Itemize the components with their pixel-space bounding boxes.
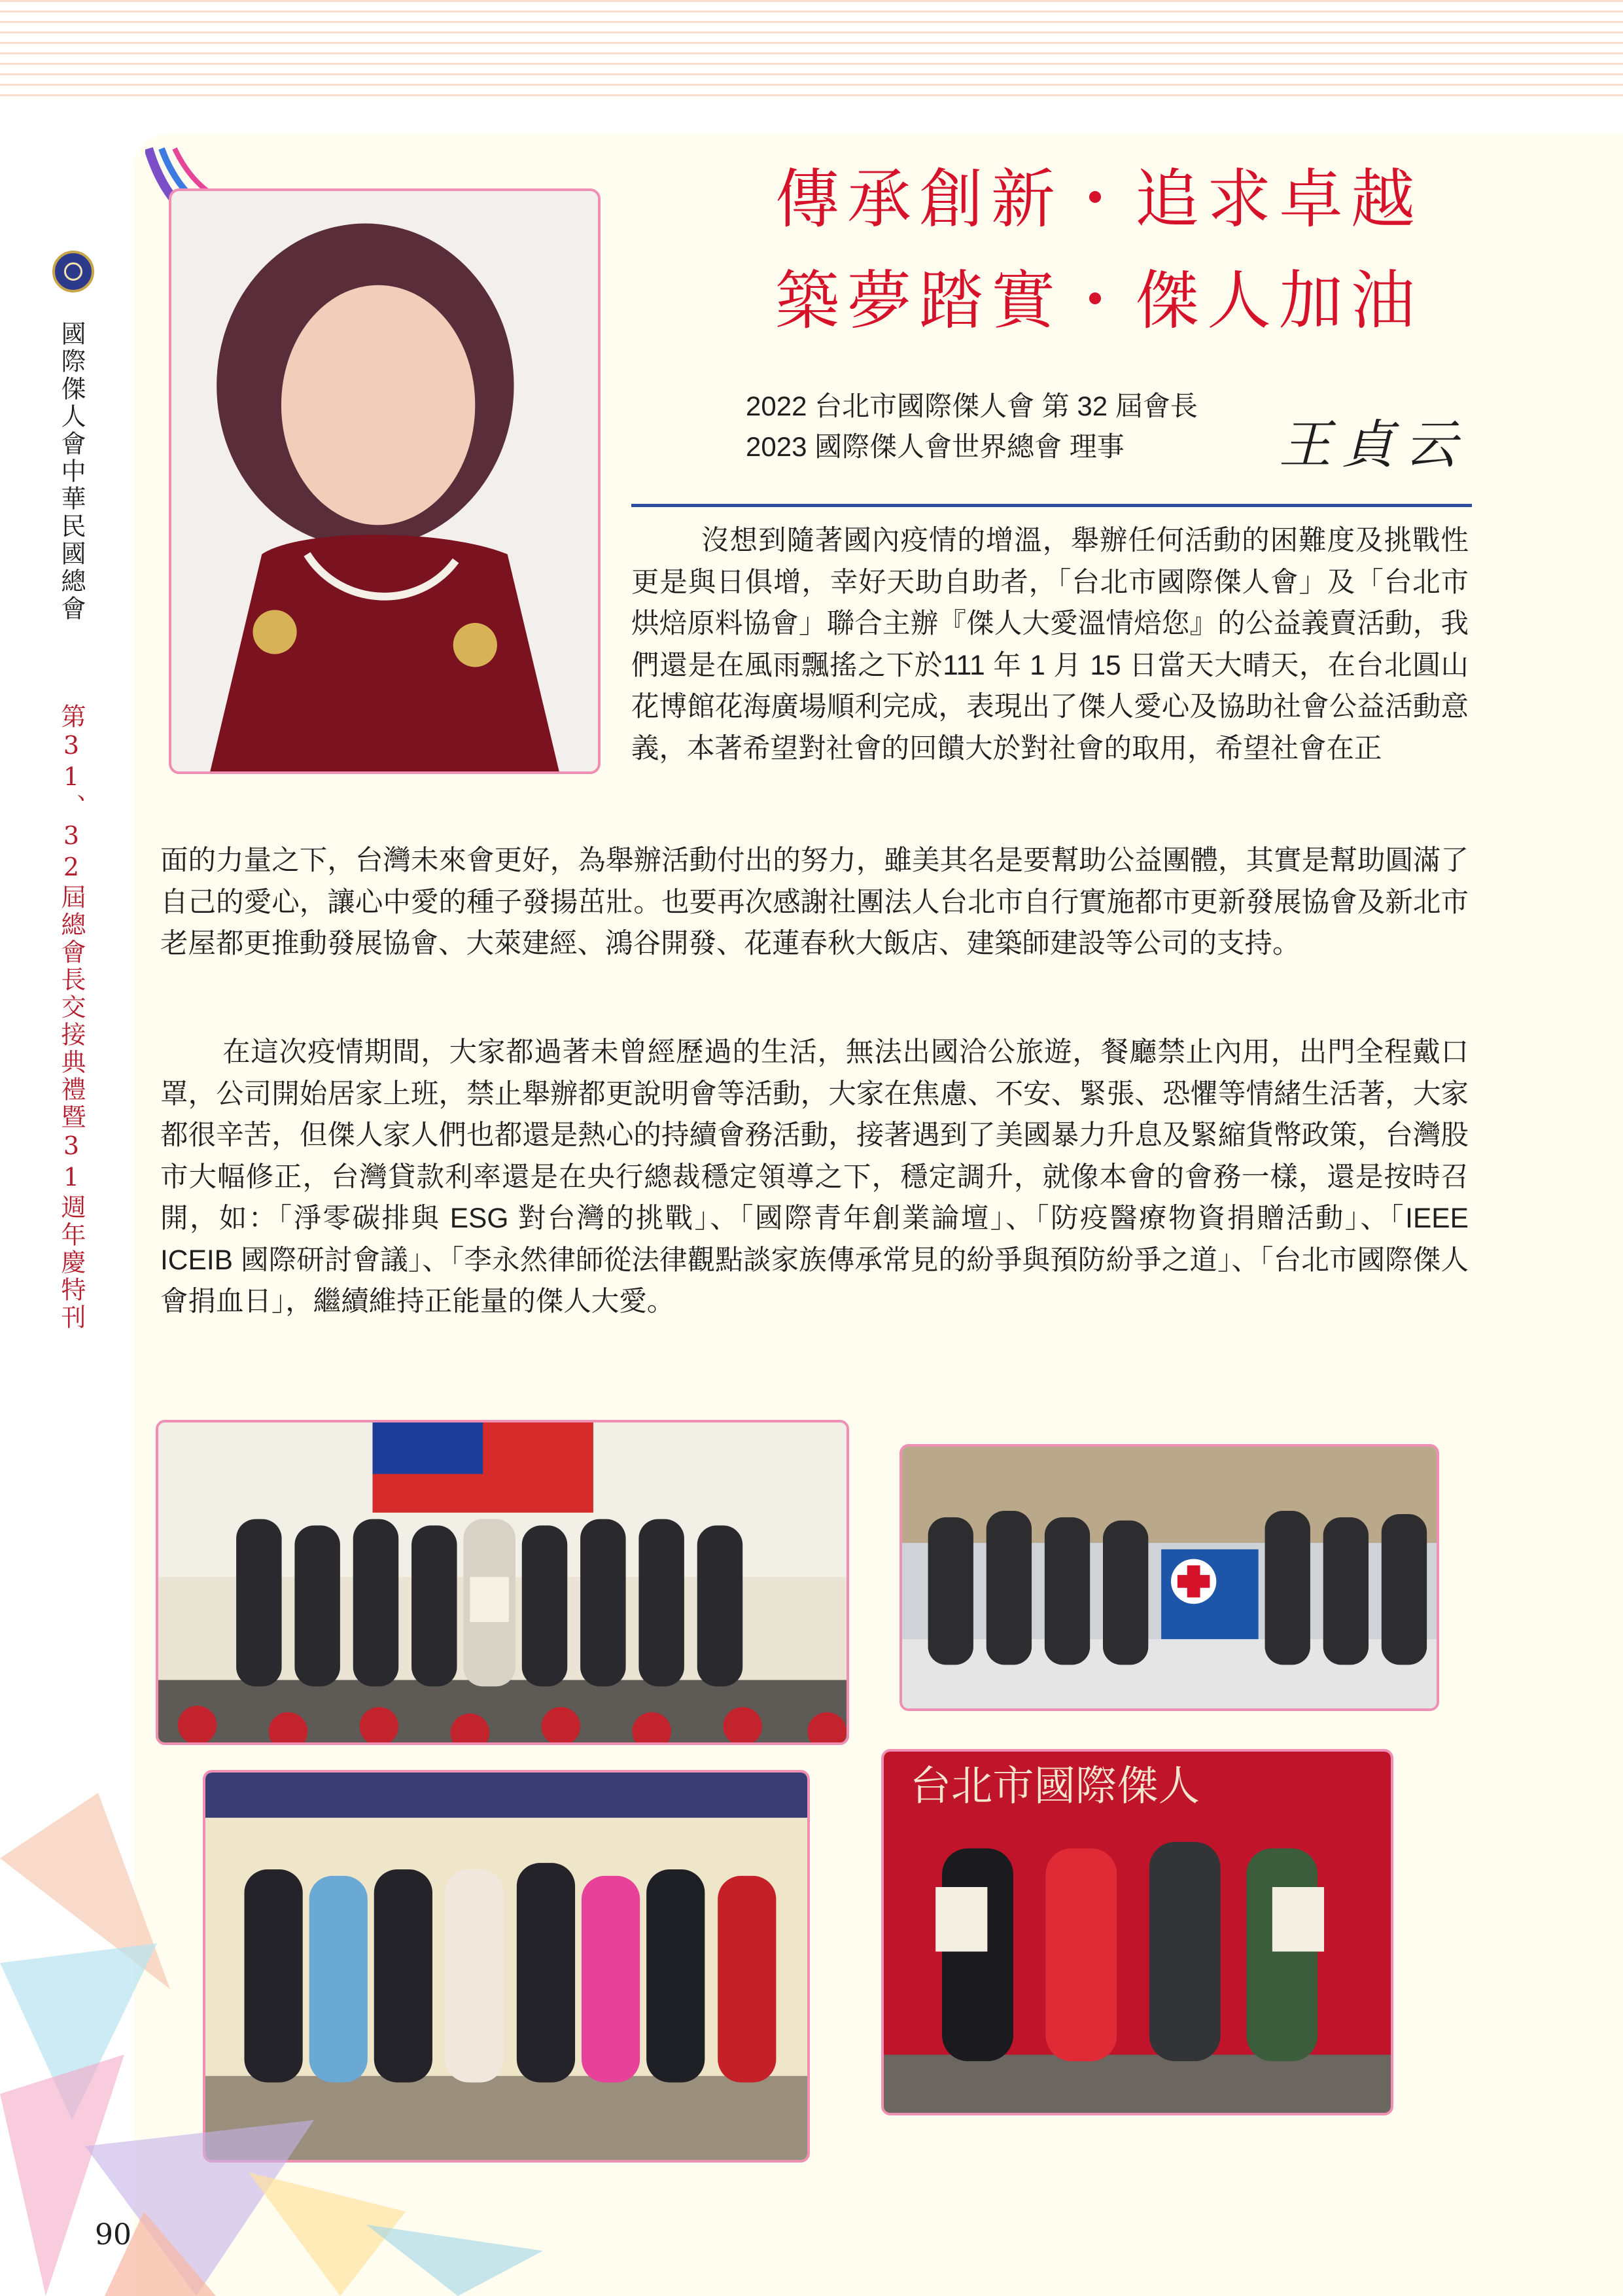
event-photo-group-ceremony bbox=[156, 1420, 849, 1745]
header-decoration bbox=[0, 0, 1623, 98]
sidebar-issue-title: 第31、32屆總會長交接典禮暨31週年慶特刊 bbox=[57, 703, 86, 1332]
headline-line-2: 築夢踏實・傑人加油 bbox=[775, 264, 1423, 338]
byline-line-1: 2022 台北市國際傑人會 第 32 屆會長 bbox=[746, 391, 1198, 421]
portrait-photo bbox=[169, 188, 601, 774]
event-photo-donation bbox=[899, 1444, 1439, 1711]
headline bbox=[654, 149, 1544, 352]
byline-line-2: 2023 國際傑人會世界總會 理事 bbox=[746, 431, 1125, 462]
organization-logo-icon bbox=[52, 251, 94, 292]
headline-line-1: 傳承創新・追求卓越 bbox=[775, 162, 1423, 237]
author-signature: 王貞云 bbox=[1279, 414, 1467, 475]
author-byline bbox=[746, 386, 1308, 467]
triangle-pattern-decoration bbox=[0, 1754, 543, 2296]
page-number: 90 bbox=[95, 2218, 131, 2252]
paragraph-2: 在這次疫情期間，大家都過著未曾經歷過的生活，無法出國洽公旅遊，餐廳禁止內用，出門全程戴口罩，公司開始居家上班，禁止舉辦都更說明會等活動，大家在焦慮、不安、緊張、恐懼等情緒生活著，大家都很辛苦，但傑人家人們也都還是熱心的持續會務活動，接著遇到了美國暴力升息及緊縮貨幣政策，台灣股市大幅修正，台灣貸款利率還是在央行總裁穩定領導之下，穩定調升，就像本會的會務一樣，還是按時召開，如：「淨零碳排與 ESG 對台灣的挑戰」、「國際青年創業論壇」、「防疫醫療物資捐贈活動」、「IEEE ICEIB 國際研討會議」、「李永然律師從法律觀點談家族傳承常見的紛爭與預防紛爭之道」、「台北市國際傑人會捐血日」，繼續維持正能量的傑人大愛。 bbox=[160, 1037, 1469, 1317]
divider-rule bbox=[631, 504, 1472, 507]
paragraph-1-part-1: 沒想到隨著國內疫情的增溫，舉辦任何活動的困難度及挑戰性更是與日俱增，幸好天助自助者，「台北市國際傑人會」及「台北市烘焙原料協會」聯合主辦『傑人大愛溫情焙您』的公益義賣活動，我們還是在風雨飄搖之下於111 年 1 月 15 日當天大晴天，在台北圓山花博館花海廣場順利完成，表現出了傑人愛心及協助社會公益活動意義，本著希望對社會的回饋大於對社會的取用，希望社會在正 bbox=[631, 525, 1469, 764]
paragraph-1-part-2: 面的力量之下，台灣未來會更好，為舉辦活動付出的努力，雖美其名是要幫助公益團體，其實是幫助圓滿了自己的愛心，讓心中愛的種子發揚茁壯。也要再次感謝社團法人台北市自行實施都市更新發展協會及新北市老屋都更推動發展協會、大萊建經、鴻谷開發、花蓮春秋大飯店、建築師建設等公司的支持。 bbox=[160, 845, 1469, 959]
award-photo-banner: 台北市國際傑人 bbox=[909, 1761, 1200, 1810]
sidebar-organization: 國際傑人會中華民國總會 bbox=[57, 321, 86, 623]
event-photo-award bbox=[881, 1749, 1393, 2115]
